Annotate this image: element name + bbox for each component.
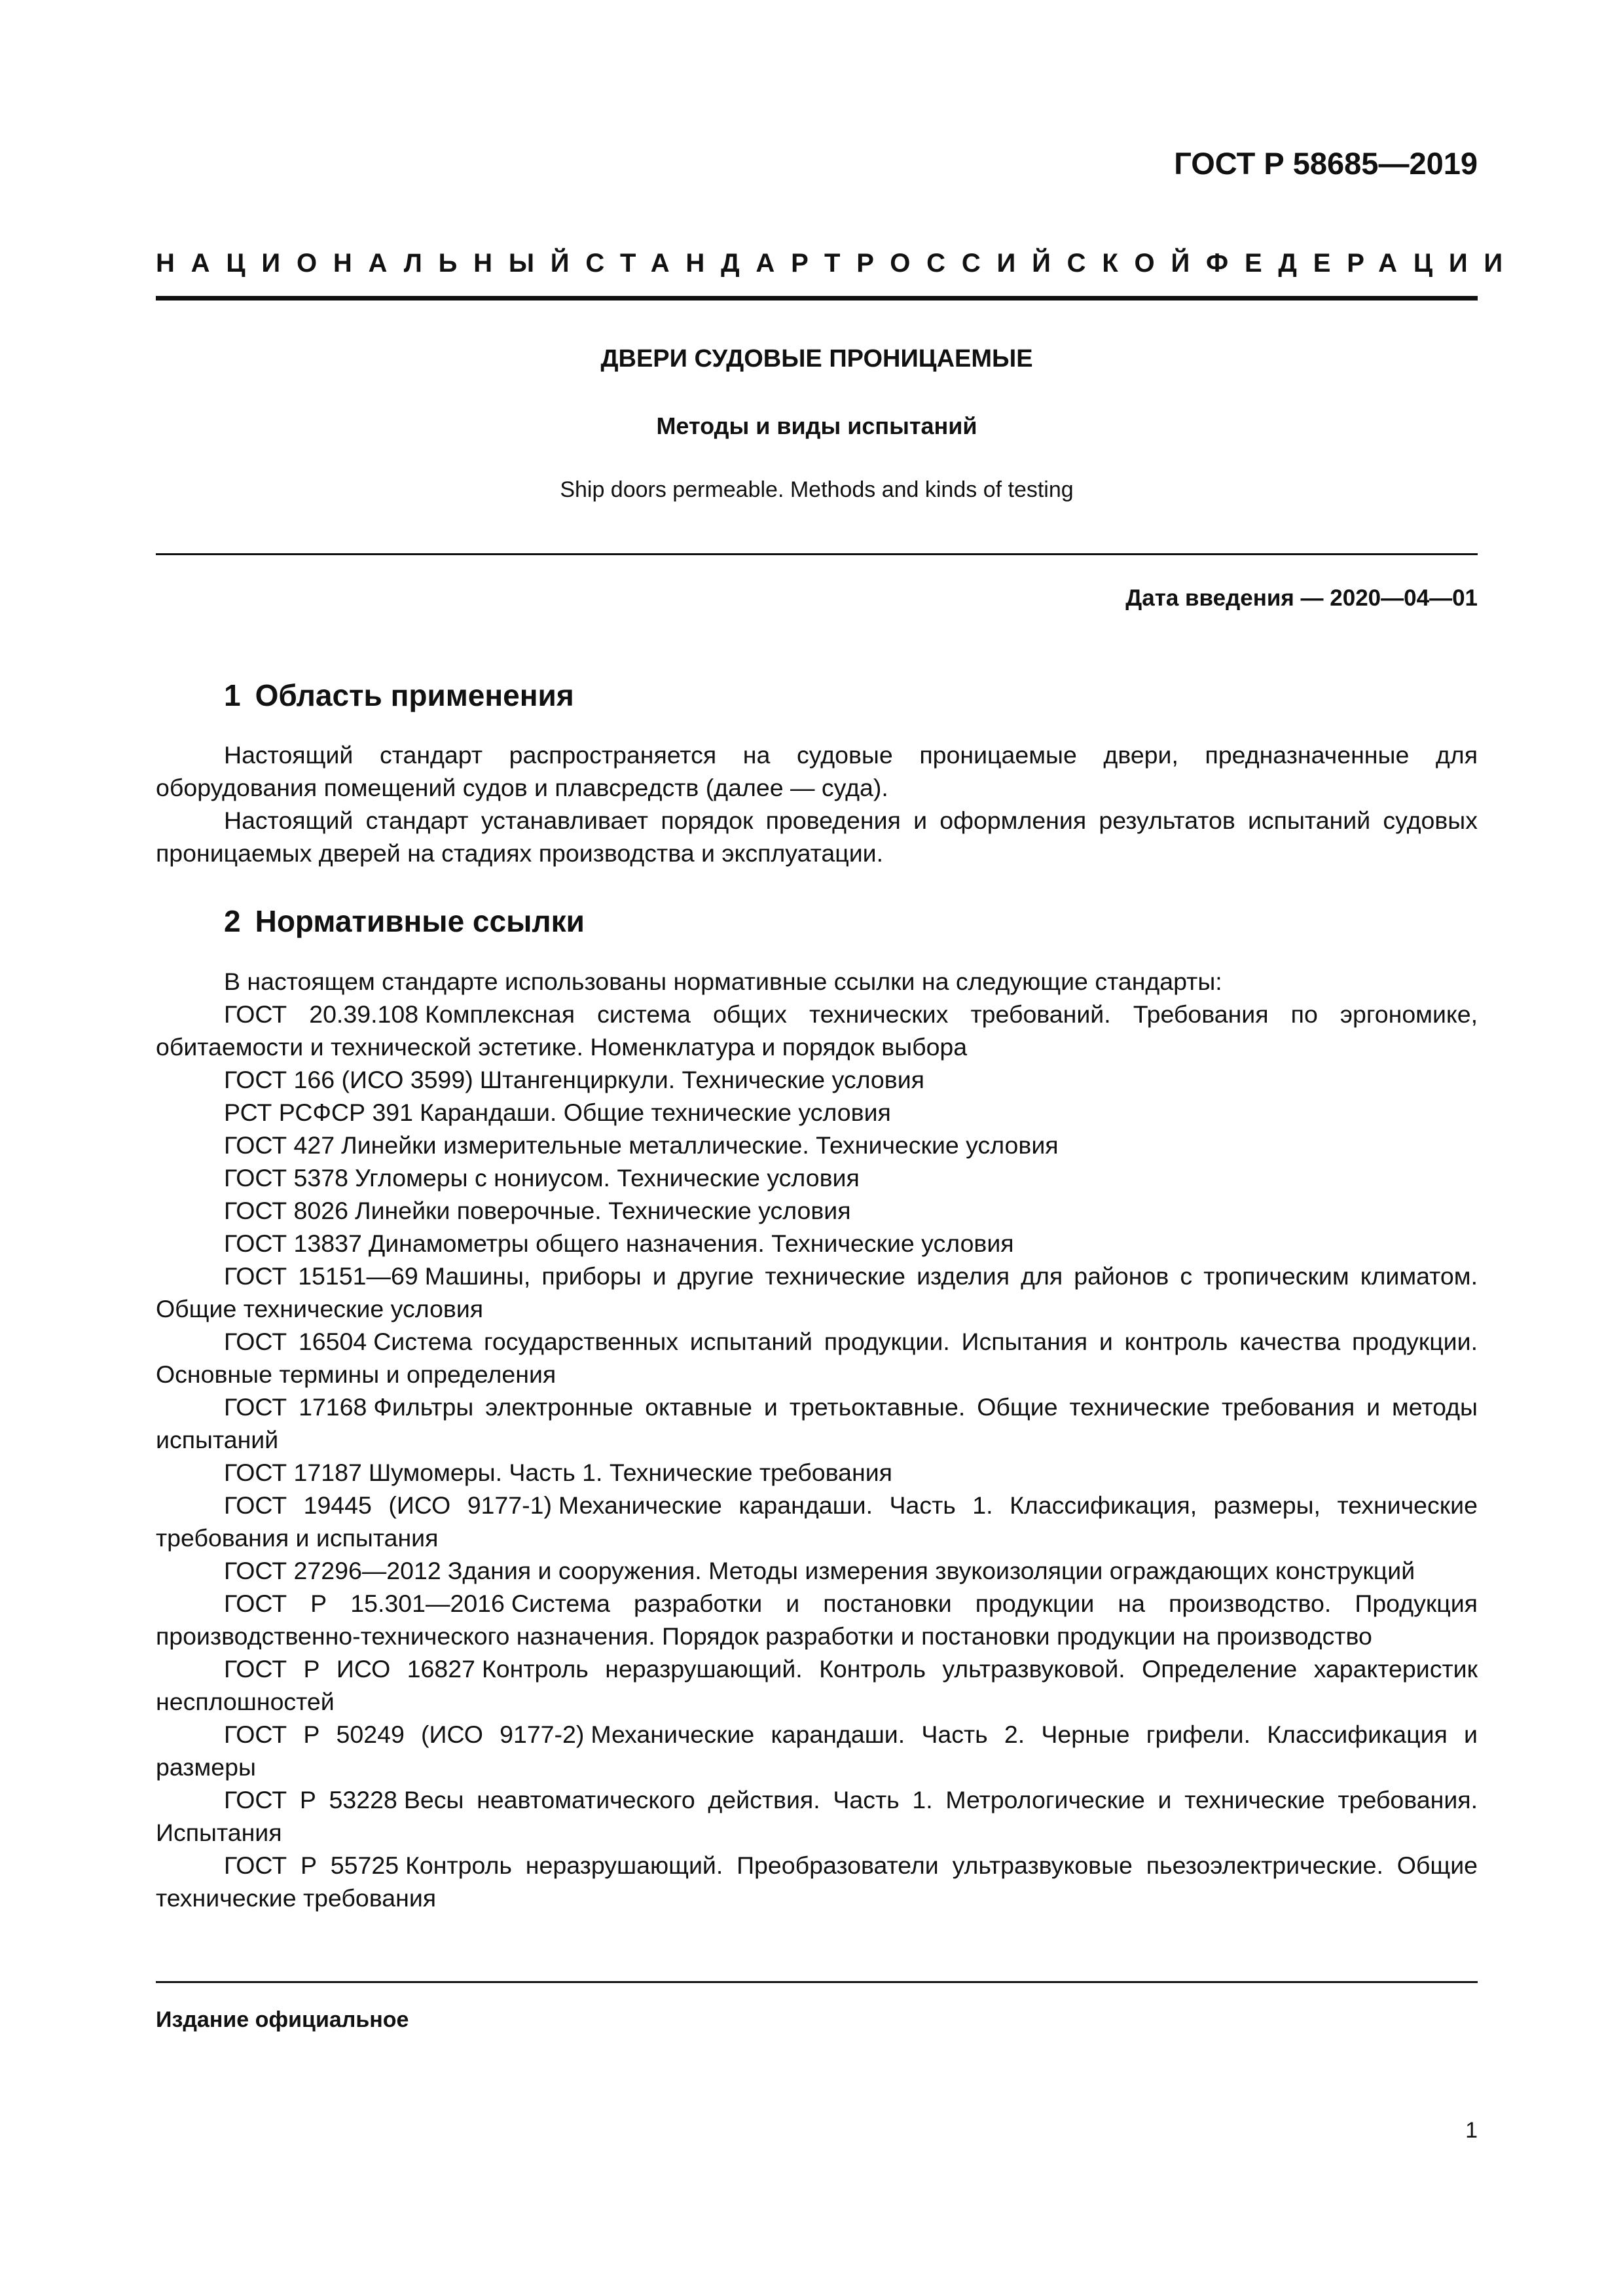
- reference-text: Контроль неразрушающий. Преобразователи ультразвуковые пьезоэлектрические. Общие технические требования: [156, 1851, 1478, 1912]
- reference-text: Линейки измерительные металлические. Технические условия: [341, 1131, 1059, 1159]
- document-subtitle: Методы и виды испытаний: [656, 412, 977, 439]
- section-number: 1: [224, 678, 241, 712]
- reference-item: [156, 1489, 1478, 1554]
- page-number: 1: [1465, 2118, 1478, 2143]
- reference-item: [156, 1587, 1478, 1652]
- banner-word: [585, 249, 856, 278]
- introduction-date: Дата введения — 2020—04—01: [1125, 585, 1478, 611]
- reference-item: [156, 1129, 1478, 1161]
- reference-item: [156, 1652, 1478, 1718]
- reference-text: Система государственных испытаний продукции. Испытания и контроль качества продукции. Основные термины и определения: [156, 1328, 1478, 1388]
- banner-word-text: ФЕДЕРАЦИИ: [1206, 249, 1519, 278]
- reference-text: Линейки поверочные. Технические условия: [354, 1197, 851, 1224]
- reference-code: ГОСТ 427: [224, 1131, 335, 1159]
- references-list: [156, 965, 1478, 1914]
- reference-code: ГОСТ 27296—2012: [224, 1557, 441, 1584]
- title-divider: [156, 553, 1478, 555]
- section-title: Нормативные ссылки: [255, 904, 585, 938]
- banner-word-text: НАЦИОНАЛЬНЫЙ: [156, 249, 586, 278]
- document-title: ДВЕРИ СУДОВЫЕ ПРОНИЦАЕМЫЕ: [600, 345, 1033, 373]
- reference-code: ГОСТ 17187: [224, 1459, 362, 1486]
- reference-item: [156, 1456, 1478, 1489]
- section-scope-body: [156, 738, 1478, 869]
- reference-text: Карандаши. Общие технические условия: [420, 1099, 891, 1126]
- banner-word: [1206, 249, 1519, 278]
- paragraph: Настоящий стандарт устанавливает порядок проведения и оформления результатов испытаний судовых проницаемых дверей на стадиях производства и эксплуатации.: [156, 807, 1478, 867]
- reference-item: [156, 1325, 1478, 1391]
- reference-item: [156, 1849, 1478, 1914]
- reference-item: [156, 1096, 1478, 1129]
- reference-code: ГОСТ Р 55725: [224, 1851, 399, 1879]
- footer-divider: [156, 1981, 1478, 1983]
- reference-item: [156, 1194, 1478, 1227]
- reference-text: Фильтры электронные октавные и третьоктавные. Общие технические требования и методы испытаний: [156, 1393, 1478, 1453]
- reference-text: Штангенциркули. Технические условия: [479, 1066, 924, 1093]
- reference-code: ГОСТ 17168: [224, 1393, 367, 1421]
- banner-word-text: РОССИЙСКОЙ: [856, 249, 1206, 278]
- reference-item: [156, 1554, 1478, 1587]
- section-title: Область применения: [255, 678, 574, 712]
- reference-text: Механические карандаши. Часть 1. Классификация, размеры, технические требования и испытания: [156, 1491, 1478, 1552]
- reference-text: Угломеры с нониусом. Технические условия: [354, 1164, 860, 1192]
- reference-text: Здания и сооружения. Методы измерения звукоизоляции ограждающих конструкций: [447, 1557, 1415, 1584]
- reference-text: Комплексная система общих технических требований. Требования по эргономике, обитаемости и технической эстетике. Номенклатура и порядок выбора: [156, 1000, 1478, 1061]
- header-divider: [156, 296, 1478, 301]
- english-title: Ship doors permeable. Methods and kinds of testing: [560, 477, 1074, 502]
- reference-code: ГОСТ 8026: [224, 1197, 348, 1224]
- reference-text: Контроль неразрушающий. Контроль ультразвуковой. Определение характеристик несплошностей: [156, 1655, 1478, 1715]
- reference-code: ГОСТ 166 (ИСО 3599): [224, 1066, 473, 1093]
- reference-code: ГОСТ 16504: [224, 1328, 367, 1355]
- reference-code: ГОСТ 5378: [224, 1164, 348, 1192]
- reference-item: [156, 1391, 1478, 1456]
- reference-item: [156, 1063, 1478, 1096]
- national-standard-banner: [156, 249, 1519, 278]
- reference-code: ГОСТ Р 53228: [224, 1786, 397, 1813]
- banner-word: [156, 249, 585, 278]
- reference-item: [156, 1260, 1478, 1325]
- reference-code: ГОСТ 13837: [224, 1230, 362, 1257]
- reference-text: Шумомеры. Часть 1. Технические требования: [368, 1459, 892, 1486]
- reference-text: Динамометры общего назначения. Технические условия: [368, 1230, 1014, 1257]
- reference-code: ГОСТ 20.39.108: [224, 1000, 419, 1028]
- official-edition-label: Издание официальное: [156, 2007, 409, 2032]
- section-number: 2: [224, 904, 241, 938]
- reference-text: Весы неавтоматического действия. Часть 1. Метрологические и технические требования. Испытания: [156, 1786, 1478, 1846]
- reference-item: [156, 1227, 1478, 1260]
- reference-item: [156, 1718, 1478, 1783]
- banner-word-text: СТАНДАРТ: [585, 249, 857, 278]
- reference-code: ГОСТ 15151—69: [224, 1262, 418, 1290]
- reference-code: ГОСТ Р 50249 (ИСО 9177-2): [224, 1721, 585, 1748]
- section-heading-scope: [224, 678, 574, 713]
- document-number: ГОСТ Р 58685—2019: [1174, 146, 1478, 181]
- reference-code: ГОСТ 19445 (ИСО 9177-1): [224, 1491, 552, 1519]
- reference-code: РСТ РСФСР 391: [224, 1099, 414, 1126]
- reference-item: [156, 998, 1478, 1063]
- reference-code: ГОСТ Р 15.301—2016: [224, 1590, 505, 1617]
- banner-word: [856, 249, 1206, 278]
- reference-text: Механические карандаши. Часть 2. Черные грифели. Классификация и размеры: [156, 1721, 1478, 1781]
- reference-item: [156, 1783, 1478, 1849]
- reference-text: Машины, приборы и другие технические изделия для районов с тропическим климатом. Общие технические условия: [156, 1262, 1478, 1322]
- reference-code: ГОСТ Р ИСО 16827: [224, 1655, 475, 1683]
- section-heading-references: [224, 903, 585, 939]
- reference-text: Система разработки и постановки продукции на производство. Продукция производственно-технического назначения. Порядок разработки и постановки продукции на производство: [156, 1590, 1478, 1650]
- paragraph: Настоящий стандарт распространяется на судовые проницаемые двери, предназначенные для оборудования помещений судов и плавсредств (далее — суда).: [156, 741, 1478, 801]
- references-intro: В настоящем стандарте использованы нормативные ссылки на следующие стандарты:: [224, 968, 1222, 995]
- reference-item: [156, 1161, 1478, 1194]
